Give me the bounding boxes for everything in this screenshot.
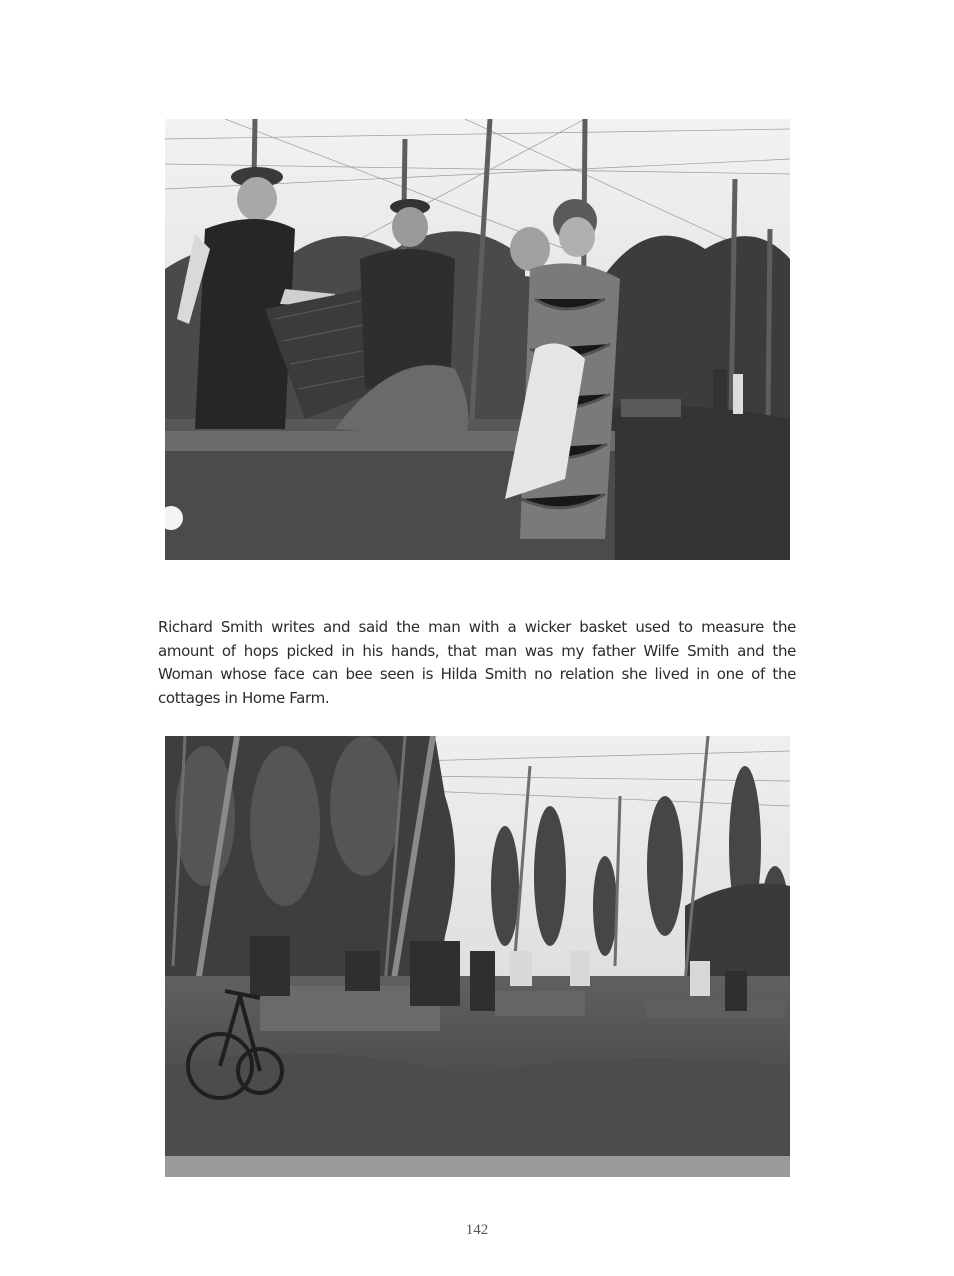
page-number: 142 [465, 1222, 489, 1238]
photo-1-illustration [165, 119, 790, 560]
hop-picking-photo-basket [165, 119, 790, 560]
photo-2-illustration [165, 736, 790, 1177]
photo-caption: Richard Smith writes and said the man with a wicker basket used to measure the amount of hops picked in his hands, that man was my father Wilfe Smith and the Woman whose face can bee seen is Hilda Smith no relation she lived in one of the cottages in Home Farm. [158, 618, 796, 707]
hop-garden-photo-pickers [165, 736, 790, 1177]
